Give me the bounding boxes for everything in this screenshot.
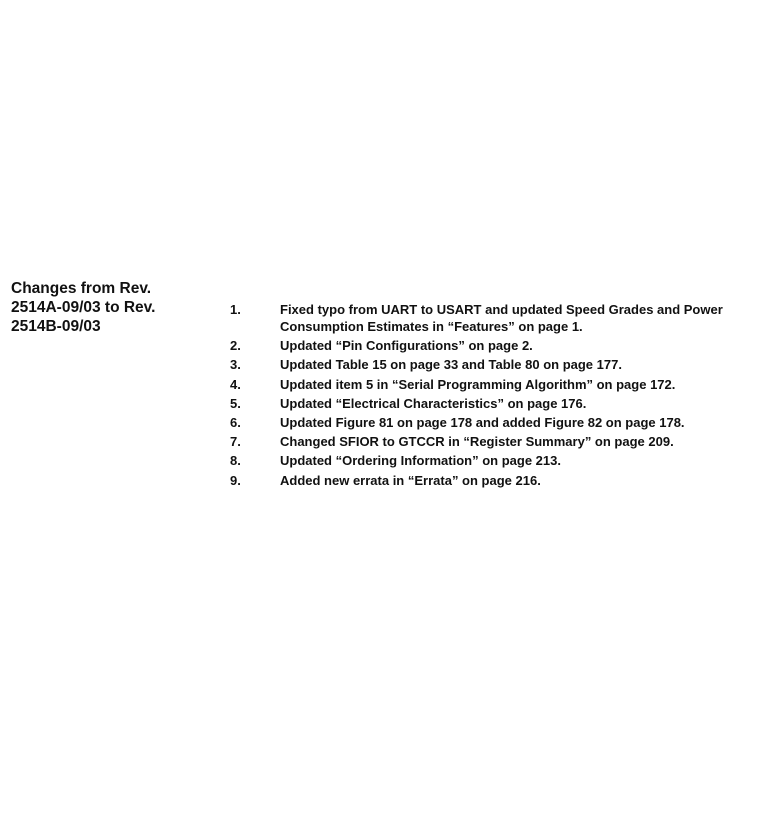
item-text: Updated item 5 in “Serial Programming Algorithm” on page 172. (280, 376, 676, 392)
change-list (230, 301, 760, 491)
item-number: 5. (230, 395, 241, 411)
item-number: 3. (230, 357, 241, 373)
item-number: 1. (230, 302, 241, 317)
change-item (230, 472, 760, 489)
item-number: 8. (230, 453, 241, 469)
heading-line: Changes from Rev. (11, 280, 152, 297)
heading-line: 2514B-09/03 (11, 318, 101, 335)
item-text: Changed SFIOR to GTCCR in “Register Summary” on page 209. (280, 434, 674, 450)
change-item (230, 337, 760, 354)
item-text: Updated Figure 81 on page 178 and added Figure 82 on page 178. (280, 414, 685, 430)
item-text: Fixed typo from UART to USART and updated Speed Grades and Power Consumption Estimates in “Features” on page 1. (280, 302, 723, 334)
change-item (230, 301, 760, 335)
item-number: 7. (230, 434, 241, 450)
item-text: Updated “Pin Configurations” on page 2. (280, 338, 533, 354)
section-heading (11, 279, 211, 336)
item-text: Updated Table 15 on page 33 and Table 80 on page 177. (280, 357, 622, 373)
change-item (230, 414, 760, 431)
item-number: 4. (230, 376, 241, 392)
change-item (230, 452, 760, 469)
item-text: Updated “Electrical Characteristics” on page 176. (280, 395, 587, 411)
change-item (230, 433, 760, 450)
item-text: Added new errata in “Errata” on page 216. (280, 472, 541, 488)
change-item (230, 395, 760, 412)
item-number: 2. (230, 338, 241, 354)
item-text: Updated “Ordering Information” on page 213. (280, 453, 561, 469)
item-number: 9. (230, 472, 241, 488)
heading-line: 2514A-09/03 to Rev. (11, 299, 156, 316)
change-item (230, 376, 760, 393)
change-item (230, 356, 760, 373)
item-number: 6. (230, 414, 241, 430)
